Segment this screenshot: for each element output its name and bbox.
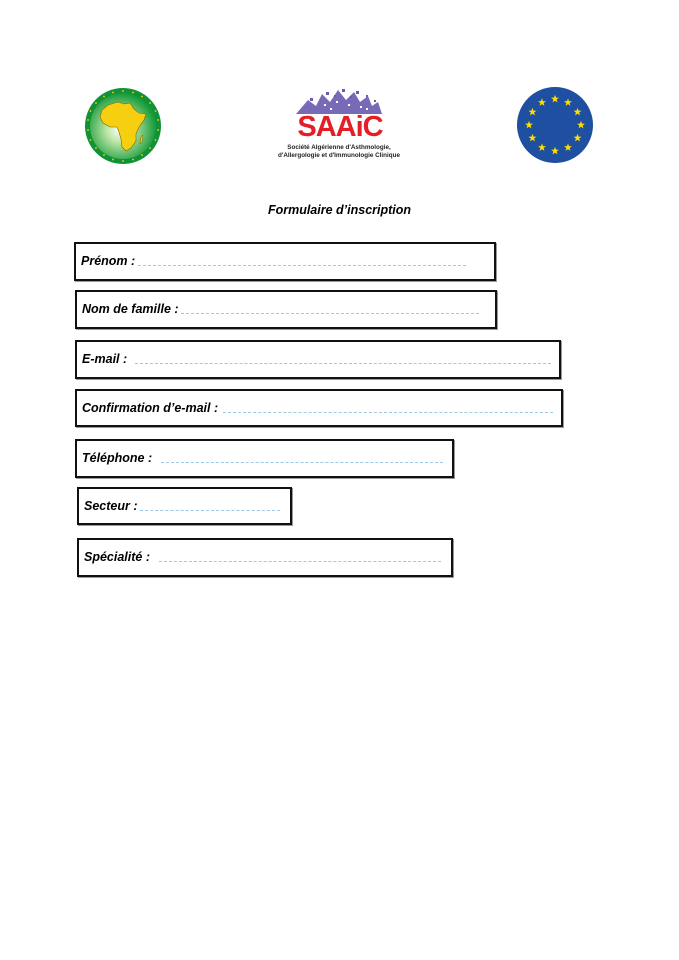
email-field[interactable] bbox=[75, 340, 561, 379]
prenom-label: Prénom : bbox=[81, 254, 136, 268]
email-confirmation-label: Confirmation d’e-mail : bbox=[82, 401, 219, 415]
email-label: E-mail : bbox=[82, 352, 128, 366]
telephone-field[interactable] bbox=[75, 439, 454, 478]
form-title: Formulaire d’inscription bbox=[267, 203, 412, 217]
african-union-emblem-icon bbox=[84, 87, 162, 165]
email-confirmation-input-line[interactable] bbox=[223, 412, 553, 413]
eu-logo bbox=[516, 86, 594, 164]
african-union-logo bbox=[84, 87, 162, 165]
specialite-label: Spécialité : bbox=[84, 550, 150, 564]
saaic-wordmark: SAAiC bbox=[297, 111, 383, 143]
saaic-logo bbox=[266, 86, 412, 166]
nom-de-famille-label: Nom de famille : bbox=[82, 302, 179, 316]
nom-de-famille-field[interactable] bbox=[75, 290, 497, 329]
secteur-input-line[interactable] bbox=[140, 510, 280, 511]
prenom-input-line[interactable] bbox=[138, 265, 466, 266]
eu-flag-icon bbox=[516, 86, 594, 164]
secteur-label: Secteur : bbox=[84, 499, 138, 513]
telephone-label: Téléphone : bbox=[82, 451, 153, 465]
saaic-subtitle-line2: d'Allergologie et d'Immunologie Clinique bbox=[278, 152, 400, 159]
saaic-subtitle-line1: Société Algérienne d'Asthmologie, bbox=[287, 144, 391, 151]
telephone-input-line[interactable] bbox=[161, 462, 443, 463]
specialite-field[interactable] bbox=[77, 538, 453, 577]
nom-de-famille-input-line[interactable] bbox=[181, 313, 479, 314]
prenom-field[interactable] bbox=[74, 242, 496, 281]
email-input-line[interactable] bbox=[135, 363, 551, 364]
specialite-input-line[interactable] bbox=[159, 561, 441, 562]
email-confirmation-field[interactable] bbox=[75, 389, 563, 427]
secteur-field[interactable] bbox=[77, 487, 292, 525]
